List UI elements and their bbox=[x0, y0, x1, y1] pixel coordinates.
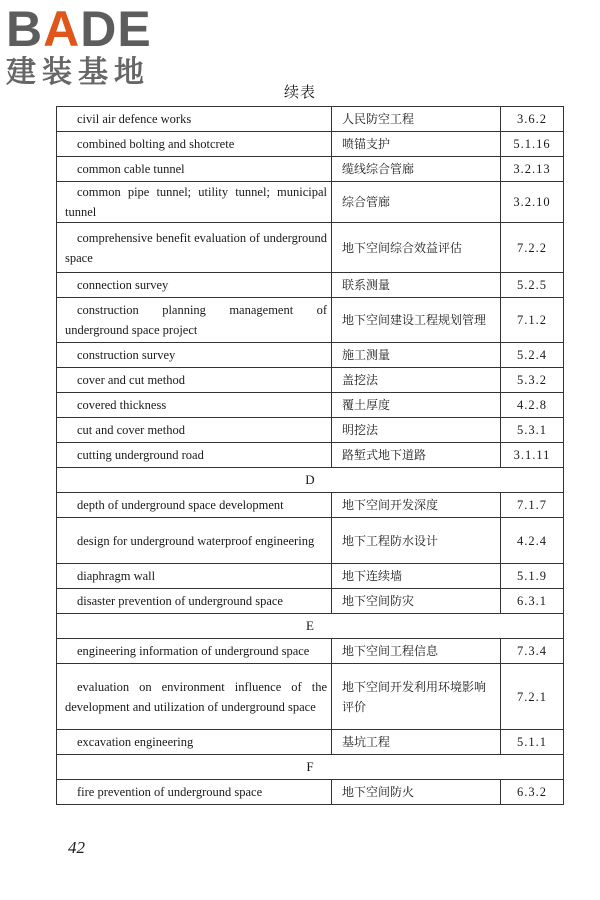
term-row bbox=[57, 132, 564, 157]
section-letter: D bbox=[57, 468, 564, 493]
chinese-term: 地下空间综合效益评估 bbox=[332, 223, 501, 273]
section-number: 5.2.5 bbox=[501, 273, 564, 298]
letter-section-row bbox=[57, 755, 564, 780]
chinese-term: 喷锚支护 bbox=[332, 132, 501, 157]
section-number: 6.3.2 bbox=[501, 780, 564, 805]
section-number: 4.2.4 bbox=[501, 518, 564, 564]
english-term-cell bbox=[57, 368, 332, 393]
english-term: engineering information of underground space bbox=[77, 644, 310, 658]
section-number: 5.3.2 bbox=[501, 368, 564, 393]
english-term-cell bbox=[57, 730, 332, 755]
term-row bbox=[57, 493, 564, 518]
chinese-term: 地下空间开发深度 bbox=[332, 493, 501, 518]
english-term-cell bbox=[57, 589, 332, 614]
english-term-cell bbox=[57, 518, 332, 564]
section-number: 5.2.4 bbox=[501, 343, 564, 368]
chinese-term: 人民防空工程 bbox=[332, 107, 501, 132]
section-number: 7.2.1 bbox=[501, 664, 564, 730]
letter-section-row bbox=[57, 614, 564, 639]
english-term-cell bbox=[57, 639, 332, 664]
english-term: common pipe tunnel; utility tunnel; municipal tunnel bbox=[65, 185, 327, 219]
chinese-term: 缆线综合管廊 bbox=[332, 157, 501, 182]
section-number: 5.1.1 bbox=[501, 730, 564, 755]
section-letter: E bbox=[57, 614, 564, 639]
english-term-cell bbox=[57, 343, 332, 368]
chinese-term: 地下空间防灾 bbox=[332, 589, 501, 614]
glossary-table-body bbox=[57, 107, 564, 805]
section-number: 6.3.1 bbox=[501, 589, 564, 614]
chinese-term: 施工测量 bbox=[332, 343, 501, 368]
chinese-term: 地下连续墙 bbox=[332, 564, 501, 589]
chinese-term: 地下空间工程信息 bbox=[332, 639, 501, 664]
section-number: 7.2.2 bbox=[501, 223, 564, 273]
english-term: common cable tunnel bbox=[77, 162, 185, 176]
english-term: construction planning management of underground space project bbox=[65, 303, 327, 337]
term-row bbox=[57, 443, 564, 468]
chinese-term: 路堑式地下道路 bbox=[332, 443, 501, 468]
term-row bbox=[57, 182, 564, 223]
chinese-term: 明挖法 bbox=[332, 418, 501, 443]
term-row bbox=[57, 589, 564, 614]
english-term: excavation engineering bbox=[77, 735, 194, 749]
section-number: 5.3.1 bbox=[501, 418, 564, 443]
term-row bbox=[57, 368, 564, 393]
section-letter: F bbox=[57, 755, 564, 780]
section-number: 7.3.4 bbox=[501, 639, 564, 664]
term-row bbox=[57, 730, 564, 755]
english-term-cell bbox=[57, 443, 332, 468]
term-row bbox=[57, 418, 564, 443]
page-number: 42 bbox=[68, 838, 85, 857]
english-term-cell bbox=[57, 418, 332, 443]
english-term-cell bbox=[57, 664, 332, 730]
term-row bbox=[57, 639, 564, 664]
chinese-term: 覆土厚度 bbox=[332, 393, 501, 418]
term-row bbox=[57, 664, 564, 730]
english-term-cell bbox=[57, 780, 332, 805]
english-term-cell bbox=[57, 493, 332, 518]
english-term: connection survey bbox=[77, 278, 169, 292]
term-row bbox=[57, 273, 564, 298]
english-term-cell bbox=[57, 157, 332, 182]
glossary-table bbox=[56, 106, 564, 805]
term-row bbox=[57, 518, 564, 564]
english-term: disaster prevention of underground space bbox=[77, 594, 283, 608]
english-term: depth of underground space development bbox=[77, 498, 284, 512]
logo-wordmark: BADE bbox=[6, 1, 152, 57]
term-row bbox=[57, 780, 564, 805]
chinese-term: 联系测量 bbox=[332, 273, 501, 298]
english-term: cut and cover method bbox=[77, 423, 185, 437]
term-row bbox=[57, 343, 564, 368]
english-term-cell bbox=[57, 273, 332, 298]
english-term: civil air defence works bbox=[77, 112, 192, 126]
term-row bbox=[57, 223, 564, 273]
english-term: cover and cut method bbox=[77, 373, 185, 387]
english-term-cell bbox=[57, 223, 332, 273]
chinese-term: 基坑工程 bbox=[332, 730, 501, 755]
bade-logo bbox=[6, 1, 176, 90]
chinese-term: 盖挖法 bbox=[332, 368, 501, 393]
english-term-cell bbox=[57, 393, 332, 418]
english-term: diaphragm wall bbox=[77, 569, 156, 583]
english-term: fire prevention of underground space bbox=[77, 785, 263, 799]
term-row bbox=[57, 157, 564, 182]
section-number: 5.1.9 bbox=[501, 564, 564, 589]
english-term: construction survey bbox=[77, 348, 176, 362]
section-number: 7.1.7 bbox=[501, 493, 564, 518]
english-term-cell bbox=[57, 564, 332, 589]
table-caption: 续表 bbox=[283, 85, 316, 101]
section-number: 3.1.11 bbox=[501, 443, 564, 468]
chinese-term: 地下空间开发利用环境影响评价 bbox=[332, 664, 501, 730]
section-number: 3.2.13 bbox=[501, 157, 564, 182]
term-row bbox=[57, 393, 564, 418]
section-number: 3.6.2 bbox=[501, 107, 564, 132]
section-number: 4.2.8 bbox=[501, 393, 564, 418]
chinese-term: 综合管廊 bbox=[332, 182, 501, 223]
term-row bbox=[57, 564, 564, 589]
english-term: combined bolting and shotcrete bbox=[77, 137, 235, 151]
english-term: covered thickness bbox=[77, 398, 167, 412]
chinese-term: 地下工程防水设计 bbox=[332, 518, 501, 564]
english-term-cell bbox=[57, 132, 332, 157]
logo-subtitle: 建装基地 bbox=[6, 55, 150, 90]
section-number: 3.2.10 bbox=[501, 182, 564, 223]
english-term-cell bbox=[57, 298, 332, 343]
chinese-term: 地下空间防火 bbox=[332, 780, 501, 805]
term-row bbox=[57, 298, 564, 343]
english-term-cell bbox=[57, 107, 332, 132]
section-number: 7.1.2 bbox=[501, 298, 564, 343]
english-term: design for underground waterproof engineering bbox=[77, 533, 315, 548]
term-row bbox=[57, 107, 564, 132]
english-term: comprehensive benefit evaluation of underground space bbox=[65, 230, 327, 265]
english-term: cutting underground road bbox=[77, 448, 204, 462]
chinese-term: 地下空间建设工程规划管理 bbox=[332, 298, 501, 343]
letter-section-row bbox=[57, 468, 564, 493]
english-term-cell bbox=[57, 182, 332, 223]
english-term: evaluation on environment influence of the development and utilization of underground space bbox=[65, 679, 327, 714]
section-number: 5.1.16 bbox=[501, 132, 564, 157]
